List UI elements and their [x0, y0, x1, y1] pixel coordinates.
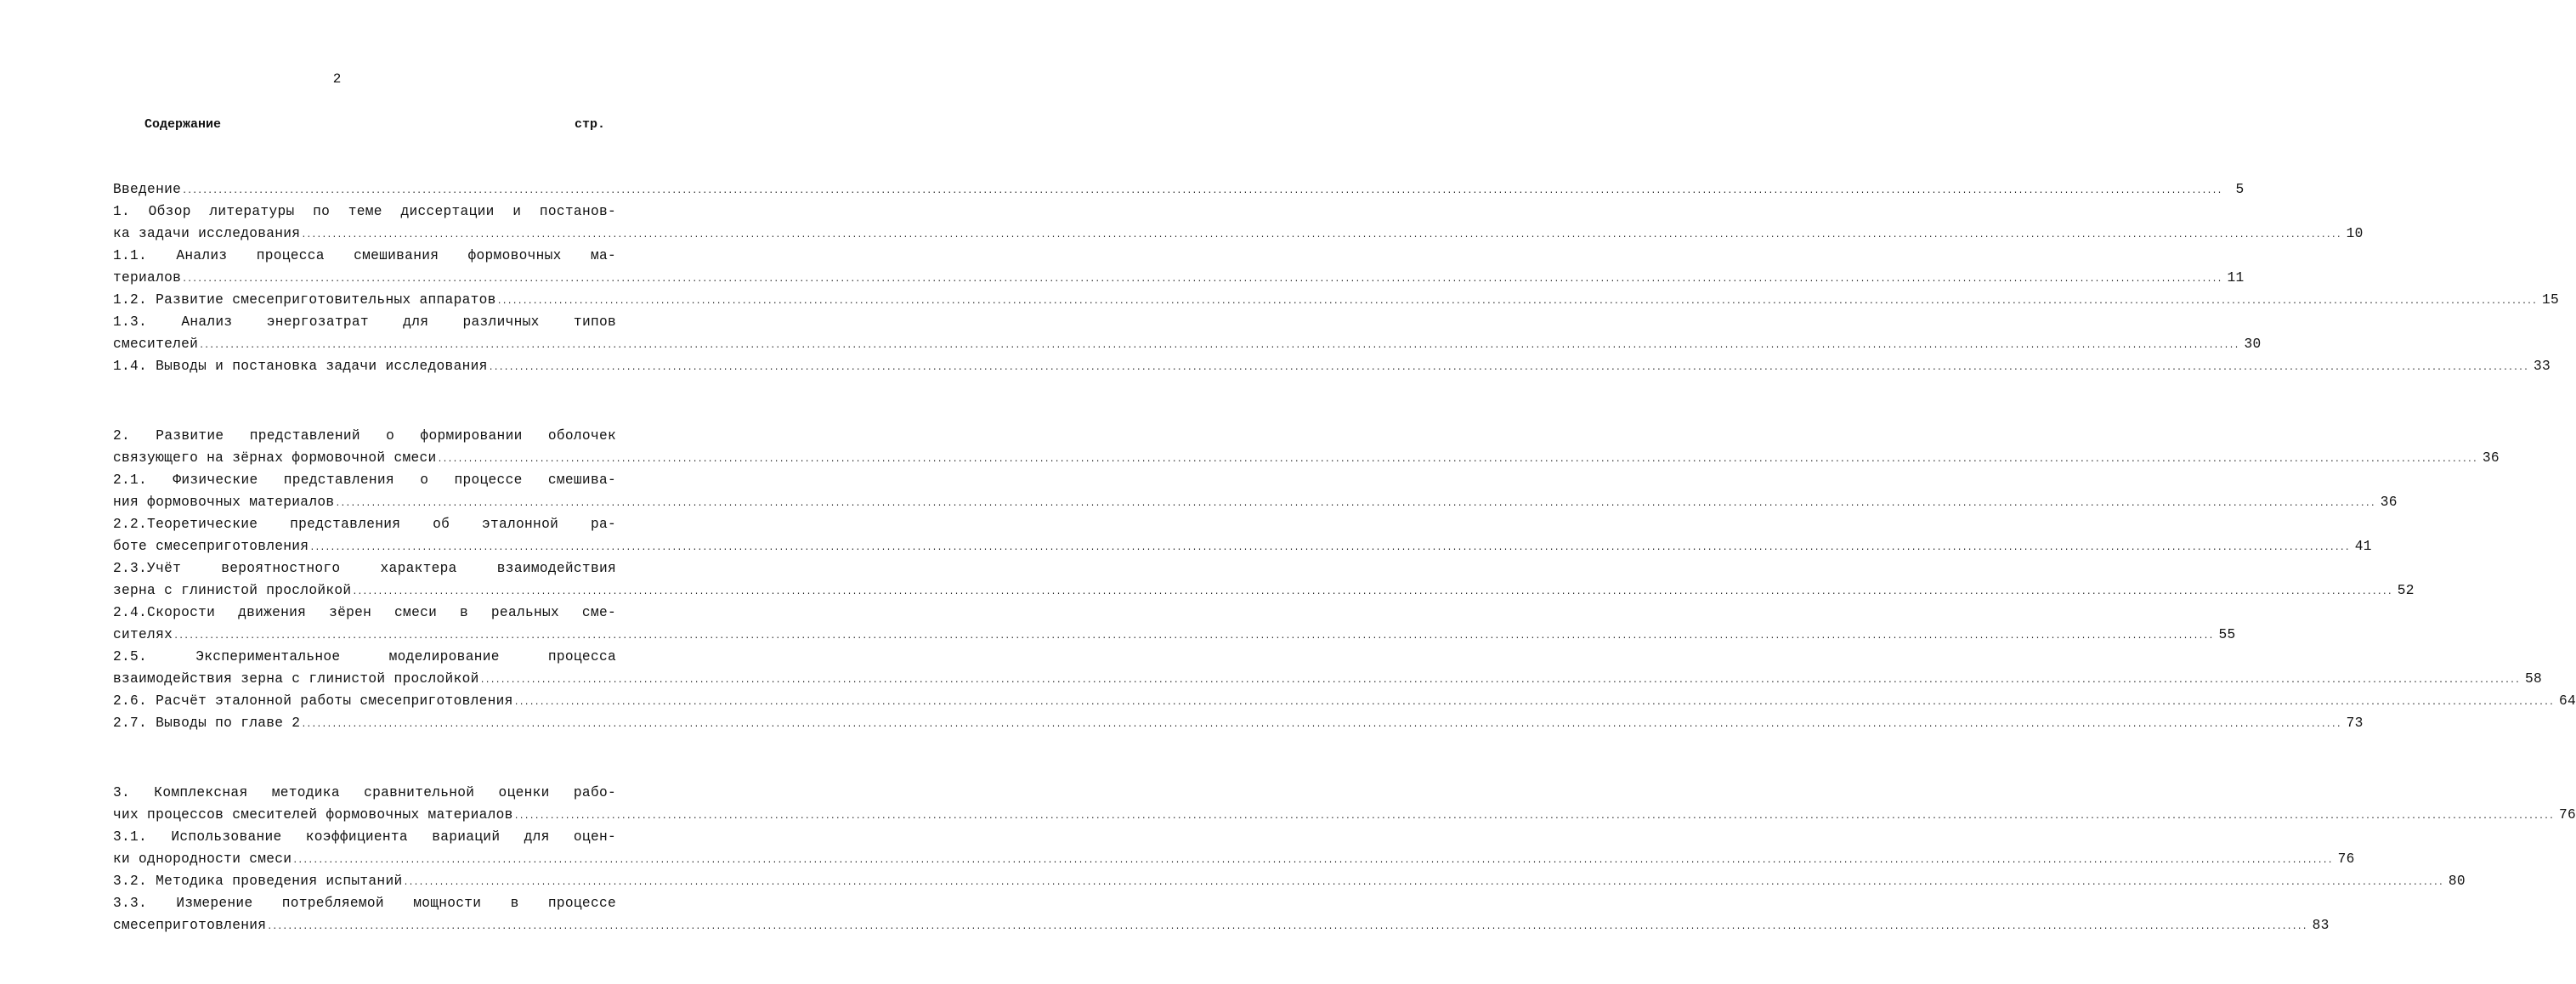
toc-section: [113, 425, 2576, 734]
toc-entry-text: связующего на зёрнах формовочной смеси: [113, 450, 437, 466]
toc-entry-last-line: [113, 668, 2542, 690]
toc-entry-text: 2.7. Выводы по главе 2: [113, 715, 301, 731]
toc-entry: [113, 289, 2560, 311]
toc-entry-last-line: [113, 535, 2372, 557]
toc-entry-last-line: [113, 223, 2364, 245]
toc-page-label: стр.: [575, 117, 606, 132]
toc-entry: [113, 245, 2245, 289]
toc-entry-text: 2.1. Физические представления о процессе смешива-: [113, 472, 616, 488]
dot-leader: ................................................................................................................................................................................................................................................................................................................................................................................................................: [513, 698, 2555, 708]
dot-leader: ................................................................................................................................................................................................................................................................................................................................................................................................................: [488, 364, 2529, 373]
toc-entry: [113, 826, 2355, 870]
toc-entry: [113, 355, 2551, 377]
toc-entry-text: 1.3. Анализ энергозатрат для различных типов: [113, 314, 616, 330]
toc-entry: [113, 892, 2330, 936]
toc-entry-page: 15: [2542, 292, 2560, 308]
toc-entry-page: 80: [2448, 874, 2466, 889]
toc-entry-text: 2.5. Экспериментальное моделирование процесса: [113, 649, 616, 664]
toc-entry-last-line: [113, 624, 2236, 646]
dot-leader: ................................................................................................................................................................................................................................................................................................................................................................................................................: [479, 676, 2520, 686]
toc-entry: [113, 870, 2466, 892]
toc-entry-text: 2.6. Расчёт эталонной работы смесеприготовления: [113, 693, 513, 709]
dot-leader: ................................................................................................................................................................................................................................................................................................................................................................................................................: [182, 187, 2222, 196]
toc-entry: [113, 311, 2262, 355]
toc-entry: [113, 513, 2372, 557]
toc-entry-text: 3.3. Измерение потребляемой мощности в процессе: [113, 896, 616, 911]
toc-entry-text: ния формовочных материалов: [113, 495, 335, 510]
toc-entry-page: 64: [2559, 693, 2576, 709]
toc-entry: [113, 646, 2542, 690]
toc-section: [113, 178, 2560, 377]
toc-entry-page: 10: [2346, 226, 2364, 241]
dot-leader: ................................................................................................................................................................................................................................................................................................................................................................................................................: [513, 812, 2555, 822]
toc-entry: [113, 712, 2364, 734]
toc-entry-text: ки однородности смеси: [113, 851, 292, 867]
toc-entry-page: 11: [2227, 270, 2245, 286]
toc-entry-text: 1. Обзор литературы по теме диссертации и постанов-: [113, 204, 616, 219]
toc-section: [113, 782, 2576, 936]
toc-entry-text: 2. Развитие представлений о формировании оболочек: [113, 428, 616, 444]
dot-leader: ................................................................................................................................................................................................................................................................................................................................................................................................................: [267, 923, 2307, 932]
toc-entry-page: 30: [2244, 336, 2262, 352]
toc-entry-page: 41: [2354, 539, 2372, 554]
toc-entry-page: 36: [2380, 495, 2398, 510]
toc-entry-last-line: [113, 355, 2551, 377]
toc-entry: [113, 557, 2415, 602]
toc-entry-text: 2.2.Теоретические представления об эталонной ра-: [113, 517, 616, 532]
toc-entry-text: зерна с глинистой прослойкой: [113, 583, 352, 598]
toc-entry-last-line: [113, 690, 2576, 712]
toc-entry-last-line: [113, 580, 2415, 602]
toc-entry-text: взаимодействия зерна с глинистой прослойкой: [113, 671, 479, 687]
toc-entry-page: 83: [2312, 918, 2330, 933]
toc-title: Содержание: [144, 117, 222, 132]
dot-leader: ................................................................................................................................................................................................................................................................................................................................................................................................................: [496, 297, 2538, 307]
dot-leader: ................................................................................................................................................................................................................................................................................................................................................................................................................: [437, 455, 2477, 465]
dot-leader: ................................................................................................................................................................................................................................................................................................................................................................................................................: [352, 588, 2392, 597]
toc-entry: [113, 469, 2398, 513]
toc-entry-last-line: [113, 848, 2355, 870]
toc-entry: [113, 782, 2576, 826]
toc-entry-text: Введение: [113, 182, 182, 197]
toc-entry-last-line: [113, 333, 2262, 355]
table-of-contents: [113, 178, 2576, 984]
dot-leader: ................................................................................................................................................................................................................................................................................................................................................................................................................: [199, 342, 2239, 351]
toc-entry-last-line: [113, 267, 2245, 289]
toc-entry-text: смесителей: [113, 336, 199, 352]
dot-leader: ................................................................................................................................................................................................................................................................................................................................................................................................................: [292, 857, 2333, 866]
toc-entry-page: 5: [2235, 182, 2245, 197]
toc-entry-text: 1.2. Развитие смесеприготовительных аппаратов: [113, 292, 496, 308]
toc-entry-last-line: [113, 712, 2364, 734]
toc-entry-text: боте смесеприготовления: [113, 539, 309, 554]
dot-leader: ................................................................................................................................................................................................................................................................................................................................................................................................................: [403, 879, 2443, 888]
toc-entry-page: 36: [2482, 450, 2500, 466]
toc-entry-text: териалов: [113, 270, 182, 286]
toc-entry-text: 3.2. Методика проведения испытаний: [113, 874, 403, 889]
toc-entry-page: 33: [2533, 359, 2551, 374]
toc-entry-text: чих процессов смесителей формовочных материалов: [113, 807, 513, 823]
toc-entry-page: 52: [2397, 583, 2415, 598]
toc-entry-text: 2.4.Скорости движения зёрен смеси в реальных сме-: [113, 605, 616, 620]
toc-entry-text: 3.1. Использование коэффициента вариаций для оцен-: [113, 829, 616, 845]
toc-entry-last-line: [113, 447, 2500, 469]
toc-entry-text: смесеприготовления: [113, 918, 267, 933]
dot-leader: ................................................................................................................................................................................................................................................................................................................................................................................................................: [301, 231, 2341, 240]
toc-entry: [113, 425, 2500, 469]
toc-entry: [113, 178, 2245, 201]
toc-entry-page: 58: [2524, 671, 2542, 687]
dot-leader: ................................................................................................................................................................................................................................................................................................................................................................................................................: [309, 544, 2350, 553]
toc-entry-last-line: [113, 804, 2576, 826]
page-number: 2: [332, 71, 342, 87]
toc-entry-text: ка задачи исследования: [113, 226, 301, 241]
toc-entry-last-line: [113, 491, 2398, 513]
toc-entry: [113, 201, 2364, 245]
toc-entry-last-line: [113, 870, 2466, 892]
dot-leader: ................................................................................................................................................................................................................................................................................................................................................................................................................: [335, 500, 2375, 509]
toc-entry-text: 2.3.Учёт вероятностного характера взаимодействия: [113, 561, 616, 576]
toc-entry: [113, 602, 2236, 646]
toc-entry-text: 1.4. Выводы и постановка задачи исследования: [113, 359, 488, 374]
toc-entry-last-line: [113, 178, 2245, 201]
toc-entry-page: 73: [2346, 715, 2364, 731]
toc-entry-page: 76: [2337, 851, 2355, 867]
dot-leader: ................................................................................................................................................................................................................................................................................................................................................................................................................: [301, 721, 2341, 730]
toc-entry-text: 3. Комплексная методика сравнительной оценки рабо-: [113, 785, 616, 800]
toc-entry-page: 76: [2559, 807, 2576, 823]
toc-entry-text: 1.1. Анализ процесса смешивания формовочных ма-: [113, 248, 616, 263]
dot-leader: ................................................................................................................................................................................................................................................................................................................................................................................................................: [173, 632, 2214, 642]
toc-entry-text: сителях: [113, 627, 173, 642]
toc-entry-page: 55: [2218, 627, 2236, 642]
dot-leader: ................................................................................................................................................................................................................................................................................................................................................................................................................: [182, 275, 2222, 285]
toc-entry: [113, 690, 2576, 712]
toc-entry-last-line: [113, 914, 2330, 936]
toc-entry-last-line: [113, 289, 2560, 311]
